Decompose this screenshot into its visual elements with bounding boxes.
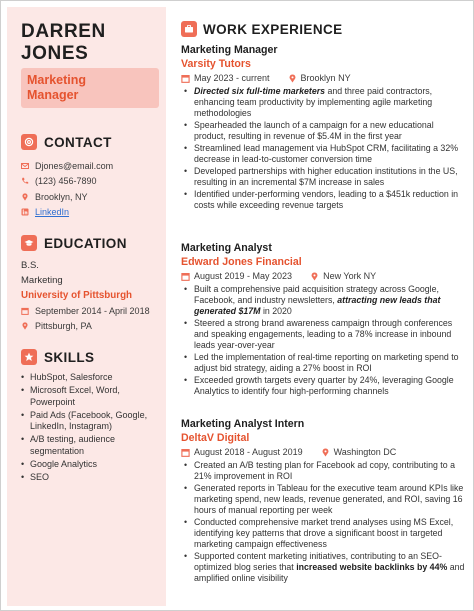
- linkedin-link[interactable]: LinkedIn: [35, 207, 70, 218]
- bullet-highlight: attracting new leads that generated $17M: [194, 294, 441, 316]
- skill-item: • Google Analytics: [21, 459, 153, 471]
- bullet-item: • Led the implementation of real-time reporting on marketing spend to adjust bid strategy, aiding a 27% boost in ROI: [181, 352, 466, 374]
- location-pin-icon: [310, 272, 319, 281]
- job-bullets: [181, 284, 466, 397]
- job-bullets: [181, 86, 466, 211]
- bullet-item: • Created an A/B testing plan for Facebook ad copy, contributing to a 21% improvement in ROI: [181, 460, 466, 482]
- briefcase-icon: [181, 21, 197, 37]
- name-line2: JONES: [21, 43, 89, 64]
- contact-email: [21, 158, 113, 174]
- education-heading-text: EDUCATION: [44, 235, 127, 251]
- calendar-icon: [21, 307, 29, 315]
- job-title: Marketing Analyst Intern: [181, 418, 305, 430]
- bullet-item: [181, 551, 466, 584]
- bullet-item: • Conducted comprehensive market trend analyses using MS Excel, identifying key patterns that drove a significant boost in targeted marketing campaign effectiveness: [181, 517, 466, 550]
- skills-list: [21, 372, 153, 485]
- company-name: Edward Jones Financial: [181, 256, 302, 268]
- company-name: Varsity Tutors: [181, 58, 251, 70]
- job-location: Washington DC: [333, 447, 397, 457]
- location-pin-icon: [21, 322, 29, 330]
- phone-text: (123) 456-7890: [35, 176, 97, 187]
- calendar-icon: [181, 74, 190, 83]
- bullet-item: • Developed partnerships with higher education institutions in the US, resulting in an incremental $7M increase in sales: [181, 166, 466, 188]
- bullet-text: in 2020: [260, 305, 292, 316]
- work-experience-heading: [181, 21, 343, 37]
- bullet-item: • Exceeded growth targets every quarter by 24%, leveraging Google Analytics to identify four high-performing channels: [181, 375, 466, 397]
- job-title-line2: Manager: [27, 88, 79, 102]
- email-text: Djones@email.com: [35, 160, 114, 171]
- skills-heading: [21, 349, 94, 365]
- bullet-item: • Generated reports in Tableau for the executive team around KPIs like marketing spend, new leads, revenue generated, and ROI, saving 16 hours of manual reporting per week: [181, 483, 466, 516]
- job-dates: August 2019 - May 2023: [194, 271, 293, 281]
- job-bullets: [181, 460, 466, 584]
- skills-heading-text: SKILLS: [44, 349, 95, 365]
- calendar-icon: [181, 272, 190, 281]
- bullet-highlight: increased website backlinks by 44%: [296, 562, 448, 573]
- contact-list: [21, 158, 113, 220]
- job-entry: [181, 43, 466, 212]
- bullet-highlight: Directed six full-time marketers: [194, 86, 326, 96]
- skill-item: • A/B testing, audience segmentation: [21, 434, 153, 457]
- education-entry: [21, 258, 150, 333]
- job-entry: [181, 241, 466, 398]
- bullet-item: • Streamlined lead management via HubSpot CRM, facilitating a 32% decrease in lead-to-customer conversion time: [181, 143, 466, 165]
- job-meta: [181, 269, 466, 283]
- education-location: [21, 318, 150, 333]
- name-line1: DARREN: [21, 21, 106, 42]
- skill-item: • Paid Ads (Facebook, Google, LinkedIn, Instagram): [21, 410, 153, 433]
- company-name: DeltaV Digital: [181, 432, 250, 444]
- job-title: Marketing Analyst: [181, 242, 272, 254]
- education-dates: [21, 303, 150, 318]
- bullet-item: • Identified under-performing vendors, leading to a $451k reduction in costs while exceeding revenue targets: [181, 189, 466, 211]
- education-location-text: Pittsburgh, PA: [35, 320, 92, 331]
- skill-item: • HubSpot, Salesforce: [21, 372, 153, 384]
- phone-icon: [21, 177, 29, 185]
- job-meta: [181, 71, 466, 85]
- school-name: University of Pittsburgh: [21, 290, 133, 301]
- graduation-cap-icon: [21, 235, 37, 251]
- job-location: Brooklyn NY: [300, 73, 351, 83]
- job-location: New York NY: [323, 271, 377, 281]
- job-entry: [181, 417, 466, 585]
- star-icon: [21, 349, 37, 365]
- bullet-text: and amplified online visibility: [194, 562, 465, 583]
- job-dates: May 2023 - current: [194, 73, 270, 83]
- bullet-item: • Spearheaded the launch of a campaign for a new educational product, resulting in revenue of $5.4M in the first year: [181, 120, 466, 142]
- field-of-study: Marketing: [21, 275, 63, 286]
- skill-item: • SEO: [21, 472, 153, 484]
- linkedin-icon: [21, 208, 29, 216]
- location-pin-icon: [321, 448, 330, 457]
- location-pin-icon: [288, 74, 297, 83]
- candidate-name: [21, 21, 106, 65]
- calendar-icon: [181, 448, 190, 457]
- education-heading: [21, 235, 127, 251]
- job-title: Marketing Manager: [181, 44, 278, 56]
- degree: B.S.: [21, 260, 39, 271]
- at-sign-icon: [21, 134, 37, 150]
- bullet-text: Supported content marketing initiatives, contributing to an SEO-optimized blog series that: [194, 551, 442, 573]
- location-pin-icon: [21, 193, 29, 201]
- bullet-item: [181, 284, 466, 317]
- bullet-text: and three paid contractors, enhancing team productivity by implementing agile marketing methodologies: [194, 86, 433, 118]
- bullet-item: [181, 86, 466, 119]
- job-title-line1: Marketing: [27, 73, 87, 87]
- sidebar: [7, 7, 166, 606]
- contact-heading-text: CONTACT: [44, 134, 112, 150]
- bullet-item: • Steered a strong brand awareness campaign through conferences and speaking engagements, leading to a 78% increase in inbound leads year-over-year: [181, 318, 466, 351]
- contact-heading: [21, 134, 112, 150]
- contact-location: [21, 189, 113, 205]
- location-text: Brooklyn, NY: [35, 191, 88, 202]
- job-meta: [181, 445, 466, 459]
- contact-phone: [21, 174, 113, 190]
- work-heading-text: WORK EXPERIENCE: [203, 21, 343, 37]
- envelope-icon: [21, 162, 29, 170]
- contact-linkedin[interactable]: [21, 205, 113, 221]
- bullet-text: Built a comprehensive paid acquisition strategy across Google, Facebook, and industry newsletters,: [194, 284, 439, 305]
- education-dates-text: September 2014 - April 2018: [35, 305, 150, 316]
- job-dates: August 2018 - August 2019: [194, 447, 303, 457]
- job-title-box: [21, 68, 159, 108]
- skill-item: • Microsoft Excel, Word, Powerpoint: [21, 385, 153, 408]
